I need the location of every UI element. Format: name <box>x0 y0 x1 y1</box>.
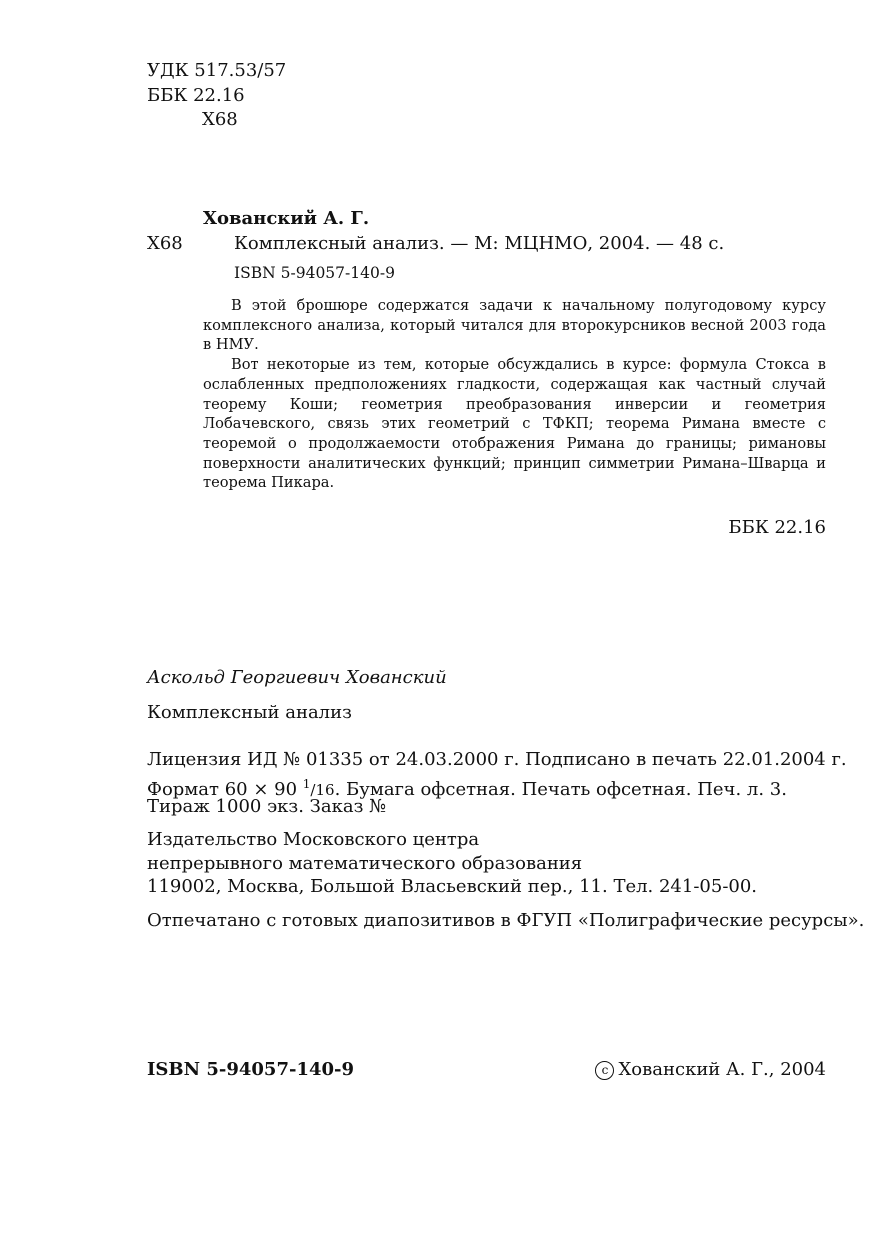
imprint-title: Комплексный анализ <box>147 702 352 723</box>
card-isbn: ISBN 5-94057-140-9 <box>234 264 395 282</box>
footer-isbn: ISBN 5-94057-140-9 <box>147 1059 355 1080</box>
card-author: Хованский А. Г. <box>203 208 370 229</box>
card-bbk: ББК 22.16 <box>728 517 826 538</box>
bbk-code: ББК 22.16 <box>147 85 245 106</box>
format-numerator: 1 <box>302 777 311 791</box>
card-mark: Х68 <box>147 233 183 254</box>
printed-by: Отпечатано с готовых диапозитивов в ФГУП «Полиграфические ресурсы». <box>147 910 865 931</box>
abstract <box>203 296 826 493</box>
publisher-address: 119002, Москва, Большой Власьевский пер., 11. Тел. 241-05-00. <box>147 876 758 897</box>
author-mark: Х68 <box>202 109 238 130</box>
format-prefix: Формат 60 × 90 <box>147 779 303 800</box>
udk-code: УДК 517.53/57 <box>147 60 287 81</box>
format-suffix: . Бумага офсетная. Печать офсетная. Печ. л. 3. <box>334 779 787 800</box>
copyright-icon: c <box>595 1061 614 1080</box>
publisher-line-2: непрерывного математического образования <box>147 853 583 874</box>
imprint-author: Аскольд Георгиевич Хованский <box>147 667 447 688</box>
abstract-paragraph-2: Вот некоторые из тем, которые обсуждались в курсе: формула Стокса в ослабленных предположениях гладкости, содержащая как частный случай теорему Коши; геометрия преобразования инверсии и геометрия Лобачевского, связь этих геометрий с ТФКП; теорема Римана вместе с теоремой о продолжаемости отображения Римана до границы; римановы поверхности аналитических функций; принцип симметрии Римана–Шварца и теорема Пикара. <box>203 356 826 492</box>
publisher-line-1: Издательство Московского центра <box>147 829 480 850</box>
print-run-line: Тираж 1000 экз. Заказ № <box>147 796 387 817</box>
format-denominator: /16 <box>310 781 335 799</box>
copyright-text: Хованский А. Г., 2004 <box>618 1059 826 1080</box>
abstract-paragraph-1: В этой брошюре содержатся задачи к начальному полугодовому курсу комплексного анализа, который читался для второкурсников весной 2003 года в НМУ. <box>203 297 826 354</box>
license-line: Лицензия ИД № 01335 от 24.03.2000 г. Подписано в печать 22.01.2004 г. <box>147 749 847 770</box>
card-title-line: Комплексный анализ. — М: МЦНМО, 2004. — 48 с. <box>234 233 725 254</box>
footer-copyright <box>595 1058 826 1082</box>
